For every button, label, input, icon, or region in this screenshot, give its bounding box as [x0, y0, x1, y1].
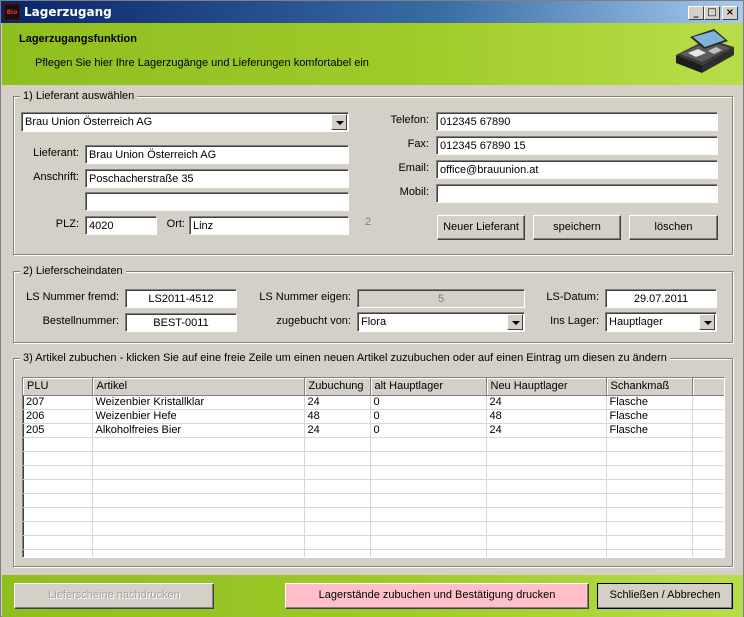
ort-label: Ort: [166, 218, 185, 230]
bestellnummer-field[interactable]: BEST-0011 [125, 313, 237, 332]
ins-lager-value: Hauptlager [609, 316, 663, 328]
bestellnummer-label: Bestellnummer: [42, 315, 119, 327]
schankmass-cell: Flasche [606, 395, 692, 409]
lieferant-field[interactable]: Brau Union Österreich AG [85, 145, 349, 164]
empty-table-row[interactable] [23, 535, 725, 549]
delete-supplier-button[interactable]: löschen [629, 215, 718, 240]
header-title: Lagerzugangsfunktion [19, 33, 137, 45]
zugebucht-von-label: zugebucht von: [276, 315, 351, 327]
email-field[interactable]: office@brauunion.at [436, 160, 718, 179]
alt-hauptlager-cell: 0 [370, 423, 486, 437]
ls-datum-field[interactable]: 29.07.2011 [605, 289, 717, 308]
alt-hauptlager-cell: 0 [370, 409, 486, 423]
window-title: Lagerzugang [24, 5, 112, 19]
empty-table-row[interactable] [23, 549, 725, 558]
articles-legend: 3) Artikel zubuchen - klicken Sie auf eine freie Zeile um einen neuen Artikel zuzubuchen oder auf einen Eintrag um diesen zu ändern [20, 352, 670, 364]
zubuchung-cell: 24 [304, 423, 370, 437]
ort-field[interactable]: Linz [189, 216, 349, 235]
table-row[interactable] [23, 395, 725, 409]
column-header[interactable]: Neu Hauptlager [486, 378, 606, 395]
empty-table-row[interactable] [23, 507, 725, 521]
column-header[interactable]: Artikel [92, 378, 304, 395]
column-header[interactable]: PLU [23, 378, 92, 395]
column-header[interactable]: alt Hauptlager [370, 378, 486, 395]
cash-register-icon [668, 27, 740, 81]
header-subtitle: Pflegen Sie hier Ihre Lagerzugänge und Lieferungen komfortabel ein [35, 57, 369, 69]
chevron-down-icon[interactable] [699, 314, 715, 330]
table-header-row [23, 378, 725, 395]
ls-fremd-field[interactable]: LS2011-4512 [125, 289, 237, 308]
minimize-button[interactable]: _ [688, 6, 704, 20]
book-and-print-button[interactable]: Lagerstände zubuchen und Bestätigung drucken [285, 583, 589, 609]
column-header[interactable]: Zubuchung [304, 378, 370, 395]
ins-lager-label: Ins Lager: [550, 315, 599, 327]
articles-grid[interactable] [22, 377, 725, 558]
neu-hauptlager-cell: 48 [486, 409, 606, 423]
plz-field[interactable]: 4020 [85, 216, 157, 235]
alt-hauptlager-cell: 0 [370, 395, 486, 409]
mobil-label: Mobil: [399, 186, 429, 198]
supplier-select-value: Brau Union Österreich AG [25, 116, 153, 128]
zubuchung-cell: 48 [304, 409, 370, 423]
chevron-down-icon[interactable] [331, 114, 347, 130]
zubuchung-cell: 24 [304, 395, 370, 409]
close-window-button[interactable]: × [722, 6, 738, 20]
supplier-select[interactable] [21, 112, 349, 132]
empty-table-row[interactable] [23, 521, 725, 535]
lieferant-label: Lieferant: [33, 147, 79, 159]
plu-cell: 207 [23, 395, 92, 409]
schankmass-cell: Flasche [606, 423, 692, 437]
chevron-down-icon[interactable] [507, 314, 523, 330]
supplier-legend: 1) Lieferant auswählen [20, 90, 137, 102]
reprint-button[interactable]: Lieferscheine nachdrucken [14, 583, 214, 609]
artikel-cell: Weizenbier Kristallklar [92, 395, 304, 409]
empty-table-row[interactable] [23, 479, 725, 493]
fax-label: Fax: [407, 138, 429, 150]
ls-datum-label: LS-Datum: [546, 291, 599, 303]
artikel-cell: Alkoholfreies Bier [92, 423, 304, 437]
telefon-label: Telefon: [390, 114, 429, 126]
ins-lager-select[interactable] [605, 312, 717, 332]
column-header [692, 378, 725, 395]
close-button[interactable]: Schließen / Abbrechen [597, 583, 733, 609]
ls-eigen-label: LS Nummer eigen: [259, 291, 351, 303]
telefon-field[interactable]: 012345 67890 [436, 112, 718, 131]
anschrift-label: Anschrift: [33, 171, 79, 183]
zugebucht-von-select[interactable] [357, 312, 525, 332]
neu-hauptlager-cell: 24 [486, 423, 606, 437]
email-label: Email: [398, 162, 429, 174]
plu-cell: 205 [23, 423, 92, 437]
anschrift-field-2[interactable] [85, 192, 349, 211]
table-row[interactable] [23, 423, 725, 437]
mobil-field[interactable] [436, 184, 718, 203]
schankmass-cell: Flasche [606, 409, 692, 423]
zugebucht-von-value: Flora [361, 316, 387, 328]
empty-table-row[interactable] [23, 451, 725, 465]
empty-table-row[interactable] [23, 437, 725, 451]
column-header[interactable]: Schankmaß [606, 378, 692, 395]
ls-fremd-label: LS Nummer fremd: [26, 291, 119, 303]
record-counter: 2 [365, 216, 372, 228]
table-row[interactable] [23, 409, 725, 423]
anschrift-field-1[interactable]: Poschacherstraße 35 [85, 169, 349, 188]
articles-table[interactable] [23, 378, 725, 558]
app-icon: Bio [4, 4, 20, 20]
maximize-button[interactable]: □ [704, 6, 720, 20]
fax-field[interactable]: 012345 67890 15 [436, 136, 718, 155]
neu-hauptlager-cell: 24 [486, 395, 606, 409]
empty-table-row[interactable] [23, 493, 725, 507]
ls-eigen-field: 5 [357, 289, 525, 308]
plz-label: PLZ: [55, 218, 79, 230]
empty-table-row[interactable] [23, 465, 725, 479]
title-bar[interactable] [1, 1, 743, 23]
header-banner [2, 23, 743, 85]
plu-cell: 206 [23, 409, 92, 423]
artikel-cell: Weizenbier Hefe [92, 409, 304, 423]
save-supplier-button[interactable]: speichern [533, 215, 621, 240]
empty-rows[interactable] [23, 437, 725, 558]
new-supplier-button[interactable]: Neuer Lieferant [437, 215, 525, 240]
delivery-legend: 2) Lieferscheindaten [20, 265, 126, 277]
